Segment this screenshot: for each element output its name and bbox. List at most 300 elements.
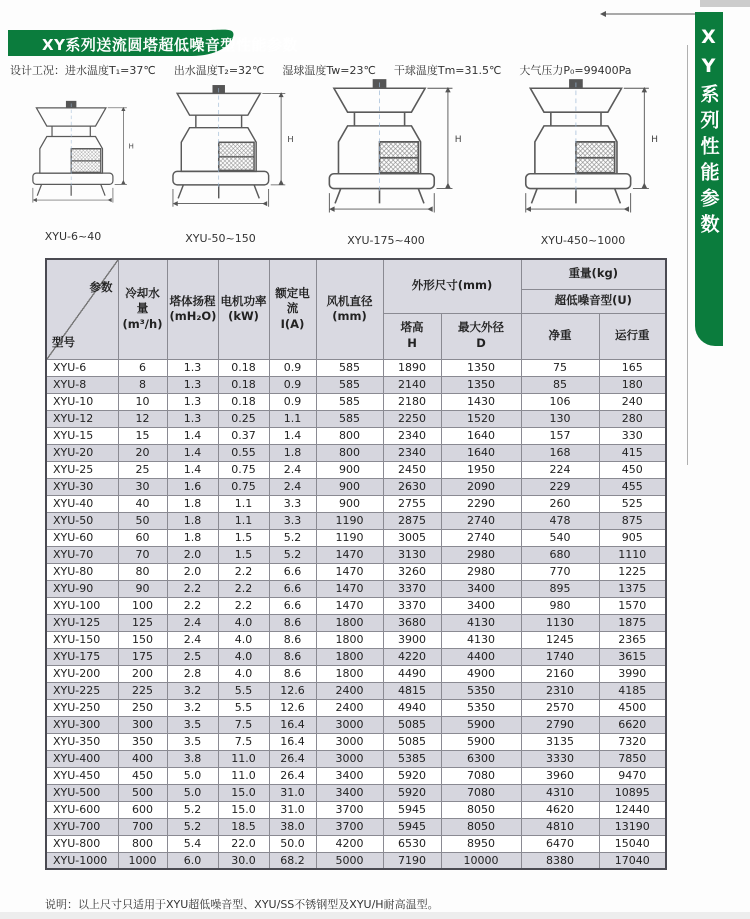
cell-value: 6620	[599, 716, 666, 733]
cell-value: 1430	[441, 393, 521, 410]
cell-value: 2630	[383, 478, 441, 495]
cell-value: 16.4	[269, 716, 316, 733]
cell-value: 5900	[441, 733, 521, 750]
table-row	[46, 393, 666, 410]
tower-drawing-large	[302, 78, 470, 247]
cell-value: 280	[599, 410, 666, 427]
cell-value: 1800	[316, 665, 383, 682]
cell-value: 85	[521, 376, 599, 393]
cell-model: XYU-15	[46, 427, 118, 444]
cell-value: 1130	[521, 614, 599, 631]
cell-value: 3330	[521, 750, 599, 767]
cell-value: 80	[118, 563, 167, 580]
cell-value: 585	[316, 359, 383, 376]
cell-value: 26.4	[269, 767, 316, 784]
cell-value: 980	[521, 597, 599, 614]
footnote: 说明：以上尺寸只适用于XYU超低噪音型、XYU/SS不锈钢型及XYU/H耐高温型。	[45, 898, 439, 911]
cell-value: 7.5	[218, 716, 269, 733]
cell-value: 26.4	[269, 750, 316, 767]
cell-model: XYU-25	[46, 461, 118, 478]
cell-value: 525	[599, 495, 666, 512]
cell-value: 2090	[441, 478, 521, 495]
cell-value: 2400	[316, 682, 383, 699]
side-banner	[695, 12, 723, 346]
cell-model: XYU-90	[46, 580, 118, 597]
cell-value: 8.6	[269, 648, 316, 665]
cell-value: 1.1	[269, 410, 316, 427]
cell-value: 2450	[383, 461, 441, 478]
cell-value: 31.0	[269, 801, 316, 818]
cell-value: 1640	[441, 444, 521, 461]
cell-value: 1110	[599, 546, 666, 563]
cell-value: 1.1	[218, 512, 269, 529]
tower-range-label: XYU-450~1000	[540, 234, 626, 247]
cell-value: 250	[118, 699, 167, 716]
cell-value: 0.18	[218, 376, 269, 393]
cell-value: 2755	[383, 495, 441, 512]
cell-value: 1.3	[167, 410, 218, 427]
cell-value: 4620	[521, 801, 599, 818]
condition-inlet-temp: 设计工况：进水温度T₁=37℃	[10, 64, 156, 77]
cell-value: 3400	[441, 597, 521, 614]
table-row	[46, 427, 666, 444]
cell-value: 2.2	[167, 597, 218, 614]
tower-drawing-small	[12, 100, 134, 243]
cell-value: 1470	[316, 546, 383, 563]
cell-value: 2.4	[167, 614, 218, 631]
cell-value: 455	[599, 478, 666, 495]
cell-value: 3990	[599, 665, 666, 682]
cell-value: 2740	[441, 512, 521, 529]
cell-value: 1225	[599, 563, 666, 580]
cell-value: 225	[118, 682, 167, 699]
cell-value: 2310	[521, 682, 599, 699]
cell-value: 4490	[383, 665, 441, 682]
cell-value: 31.0	[269, 784, 316, 801]
cell-value: 7190	[383, 852, 441, 869]
cell-value: 260	[521, 495, 599, 512]
cell-value: 3005	[383, 529, 441, 546]
cell-value: 1.4	[167, 427, 218, 444]
cell-value: 4130	[441, 631, 521, 648]
cell-value: 0.9	[269, 376, 316, 393]
cell-value: 585	[316, 410, 383, 427]
col-header-weight-sub: 超低噪音型(U)	[521, 289, 666, 313]
cell-value: 2.8	[167, 665, 218, 682]
cell-value: 4.0	[218, 614, 269, 631]
cell-value: 1.8	[167, 529, 218, 546]
cell-value: 4500	[599, 699, 666, 716]
table-row	[46, 597, 666, 614]
cell-value: 0.37	[218, 427, 269, 444]
cell-value: 0.75	[218, 461, 269, 478]
cell-value: 0.75	[218, 478, 269, 495]
cell-value: 22.0	[218, 835, 269, 852]
cell-value: 60	[118, 529, 167, 546]
cell-model: XYU-40	[46, 495, 118, 512]
table-row	[46, 699, 666, 716]
cell-value: 4220	[383, 648, 441, 665]
cell-value: 1.3	[167, 359, 218, 376]
cell-value: 8050	[441, 818, 521, 835]
cell-value: 8950	[441, 835, 521, 852]
col-header-fan-diameter: 风机直径 (mm)	[316, 259, 383, 359]
cell-value: 1.4	[167, 461, 218, 478]
cell-value: 6.6	[269, 597, 316, 614]
cell-value: 5920	[383, 767, 441, 784]
cell-value: 1740	[521, 648, 599, 665]
cell-value: 3370	[383, 580, 441, 597]
cell-value: 2250	[383, 410, 441, 427]
cell-value: 1.4	[269, 427, 316, 444]
cell-value: 1.3	[167, 393, 218, 410]
cell-value: 680	[521, 546, 599, 563]
cell-value: 165	[599, 359, 666, 376]
col-header-weight: 重量(kg)	[521, 259, 666, 289]
table-row	[46, 682, 666, 699]
cell-value: 0.9	[269, 393, 316, 410]
cell-model: XYU-800	[46, 835, 118, 852]
cell-value: 5945	[383, 801, 441, 818]
col-header-head: 塔体扬程 (mH₂O)	[167, 259, 218, 359]
cell-value: 4940	[383, 699, 441, 716]
cell-value: 2180	[383, 393, 441, 410]
cell-value: 4815	[383, 682, 441, 699]
cell-value: 11.0	[218, 767, 269, 784]
cell-value: 10000	[441, 852, 521, 869]
col-header-operating-weight: 运行重	[599, 313, 666, 359]
cell-value: 5.0	[167, 784, 218, 801]
side-banner-title: XY系列性能参数	[697, 26, 720, 240]
cell-value: 12.6	[269, 682, 316, 699]
table-row	[46, 835, 666, 852]
cell-value: 2980	[441, 563, 521, 580]
cell-model: XYU-60	[46, 529, 118, 546]
cell-value: 11.0	[218, 750, 269, 767]
cell-value: 1.5	[218, 546, 269, 563]
corner-header-cell	[46, 259, 118, 359]
cell-value: 1520	[441, 410, 521, 427]
cell-model: XYU-600	[46, 801, 118, 818]
cell-value: 2140	[383, 376, 441, 393]
cell-value: 1800	[316, 648, 383, 665]
corner-tab	[700, 0, 750, 7]
cell-model: XYU-30	[46, 478, 118, 495]
cell-value: 8.6	[269, 614, 316, 631]
cell-value: 4.0	[218, 648, 269, 665]
cell-value: 50.0	[269, 835, 316, 852]
cell-value: 1640	[441, 427, 521, 444]
cell-value: 700	[118, 818, 167, 835]
cell-value: 2570	[521, 699, 599, 716]
cell-model: XYU-225	[46, 682, 118, 699]
cell-value: 1350	[441, 376, 521, 393]
cell-value: 15	[118, 427, 167, 444]
table-row	[46, 716, 666, 733]
cell-value: 4200	[316, 835, 383, 852]
cell-value: 4310	[521, 784, 599, 801]
cell-value: 168	[521, 444, 599, 461]
tower-drawing-xlarge	[487, 78, 679, 247]
cell-value: 3400	[441, 580, 521, 597]
cell-value: 2875	[383, 512, 441, 529]
cell-value: 540	[521, 529, 599, 546]
cell-value: 7850	[599, 750, 666, 767]
cell-value: 4900	[441, 665, 521, 682]
cell-model: XYU-50	[46, 512, 118, 529]
cell-value: 2.4	[167, 631, 218, 648]
cell-value: 18.5	[218, 818, 269, 835]
tower-range-label: XYU-50~150	[185, 232, 256, 245]
cell-value: 330	[599, 427, 666, 444]
cell-value: 1950	[441, 461, 521, 478]
cell-value: 1.4	[167, 444, 218, 461]
cell-value: 900	[316, 478, 383, 495]
cell-value: 5.4	[167, 835, 218, 852]
cell-value: 6.6	[269, 563, 316, 580]
cell-value: 6470	[521, 835, 599, 852]
table-row	[46, 546, 666, 563]
cell-value: 1470	[316, 580, 383, 597]
cell-value: 450	[599, 461, 666, 478]
cell-value: 10	[118, 393, 167, 410]
cell-value: 1.5	[218, 529, 269, 546]
table-row	[46, 665, 666, 682]
cell-value: 4130	[441, 614, 521, 631]
cell-value: 0.18	[218, 359, 269, 376]
table-row	[46, 376, 666, 393]
cell-value: 1.1	[218, 495, 269, 512]
spec-table	[45, 258, 667, 870]
cell-value: 20	[118, 444, 167, 461]
cell-value: 157	[521, 427, 599, 444]
cell-value: 2.5	[167, 648, 218, 665]
cell-value: 1350	[441, 359, 521, 376]
cell-value: 15.0	[218, 801, 269, 818]
cell-value: 2365	[599, 631, 666, 648]
cell-value: 3960	[521, 767, 599, 784]
cell-value: 0.55	[218, 444, 269, 461]
cell-model: XYU-6	[46, 359, 118, 376]
table-row	[46, 478, 666, 495]
cell-value: 400	[118, 750, 167, 767]
col-header-tower-height: 塔高 H	[383, 313, 441, 359]
cell-value: 16.4	[269, 733, 316, 750]
cell-value: 3000	[316, 733, 383, 750]
table-row	[46, 410, 666, 427]
cell-value: 6	[118, 359, 167, 376]
cell-value: 3.8	[167, 750, 218, 767]
cell-value: 8050	[441, 801, 521, 818]
cell-value: 3.2	[167, 682, 218, 699]
cell-value: 5085	[383, 733, 441, 750]
cell-value: 900	[316, 495, 383, 512]
cell-value: 13190	[599, 818, 666, 835]
cell-value: 5.5	[218, 682, 269, 699]
scan-edge-strip	[0, 912, 750, 919]
cell-value: 125	[118, 614, 167, 631]
cell-value: 10895	[599, 784, 666, 801]
cell-value: 12440	[599, 801, 666, 818]
cell-value: 478	[521, 512, 599, 529]
cell-value: 8.6	[269, 631, 316, 648]
table-row	[46, 495, 666, 512]
cell-value: 3.3	[269, 512, 316, 529]
cell-value: 600	[118, 801, 167, 818]
cell-value: 3680	[383, 614, 441, 631]
col-header-rated-current: 额定电流 I(A)	[269, 259, 316, 359]
cell-value: 1.8	[269, 444, 316, 461]
cell-value: 5.2	[167, 801, 218, 818]
cell-value: 300	[118, 716, 167, 733]
cell-model: XYU-175	[46, 648, 118, 665]
cell-value: 150	[118, 631, 167, 648]
cell-value: 75	[521, 359, 599, 376]
cell-value: 2980	[441, 546, 521, 563]
cell-value: 2.0	[167, 546, 218, 563]
cell-value: 3370	[383, 597, 441, 614]
cell-value: 1890	[383, 359, 441, 376]
cell-value: 1.3	[167, 376, 218, 393]
cell-model: XYU-80	[46, 563, 118, 580]
cell-value: 15.0	[218, 784, 269, 801]
cell-value: 2290	[441, 495, 521, 512]
cell-value: 585	[316, 393, 383, 410]
cell-model: XYU-300	[46, 716, 118, 733]
cell-value: 7080	[441, 784, 521, 801]
cell-value: 224	[521, 461, 599, 478]
table-row	[46, 801, 666, 818]
cell-value: 3130	[383, 546, 441, 563]
col-header-cooling-flow: 冷却水量 (m³/h)	[118, 259, 167, 359]
cell-value: 5920	[383, 784, 441, 801]
table-row	[46, 512, 666, 529]
cell-value: 2400	[316, 699, 383, 716]
cell-value: 175	[118, 648, 167, 665]
cell-value: 2.2	[167, 580, 218, 597]
cell-value: 2.2	[218, 563, 269, 580]
cell-value: 5350	[441, 682, 521, 699]
cell-model: XYU-70	[46, 546, 118, 563]
cell-value: 6300	[441, 750, 521, 767]
cell-value: 6530	[383, 835, 441, 852]
cell-value: 106	[521, 393, 599, 410]
cell-value: 415	[599, 444, 666, 461]
cell-model: XYU-700	[46, 818, 118, 835]
cell-value: 5000	[316, 852, 383, 869]
cell-value: 2160	[521, 665, 599, 682]
table-body	[46, 359, 666, 869]
cell-value: 3615	[599, 648, 666, 665]
cell-model: XYU-450	[46, 767, 118, 784]
table-row	[46, 767, 666, 784]
cell-value: 2340	[383, 444, 441, 461]
cell-value: 2740	[441, 529, 521, 546]
cell-value: 500	[118, 784, 167, 801]
cell-value: 180	[599, 376, 666, 393]
cell-value: 5900	[441, 716, 521, 733]
cell-model: XYU-500	[46, 784, 118, 801]
cell-value: 770	[521, 563, 599, 580]
cell-model: XYU-150	[46, 631, 118, 648]
cell-value: 450	[118, 767, 167, 784]
cell-value: 1.8	[167, 495, 218, 512]
table-row	[46, 852, 666, 869]
cell-value: 17040	[599, 852, 666, 869]
dimension-arrow-line	[600, 8, 696, 20]
cell-value: 5.2	[167, 818, 218, 835]
table-row	[46, 580, 666, 597]
cell-value: 3.3	[269, 495, 316, 512]
table-row	[46, 359, 666, 376]
cell-model: XYU-12	[46, 410, 118, 427]
table-row	[46, 444, 666, 461]
cell-value: 350	[118, 733, 167, 750]
cell-model: XYU-200	[46, 665, 118, 682]
tower-drawing-medium	[148, 84, 293, 245]
table-row	[46, 461, 666, 478]
cell-value: 90	[118, 580, 167, 597]
cell-value: 1190	[316, 512, 383, 529]
cell-value: 4400	[441, 648, 521, 665]
cell-value: 5945	[383, 818, 441, 835]
cell-value: 2.4	[269, 461, 316, 478]
cell-value: 1000	[118, 852, 167, 869]
cell-value: 3000	[316, 750, 383, 767]
cell-value: 0.18	[218, 393, 269, 410]
cell-value: 3.2	[167, 699, 218, 716]
col-header-max-diameter: 最大外径 D	[441, 313, 521, 359]
cell-value: 2.2	[218, 580, 269, 597]
cell-value: 800	[316, 427, 383, 444]
cell-value: 800	[118, 835, 167, 852]
cell-value: 4.0	[218, 665, 269, 682]
cell-value: 6.6	[269, 580, 316, 597]
cell-value: 4185	[599, 682, 666, 699]
cell-value: 875	[599, 512, 666, 529]
cell-value: 905	[599, 529, 666, 546]
table-row	[46, 818, 666, 835]
page-edge-rule	[687, 45, 688, 465]
cell-model: XYU-10	[46, 393, 118, 410]
cell-value: 38.0	[269, 818, 316, 835]
cell-value: 5385	[383, 750, 441, 767]
cell-value: 8.6	[269, 665, 316, 682]
cell-value: 3135	[521, 733, 599, 750]
cell-value: 2790	[521, 716, 599, 733]
cell-value: 2.2	[218, 597, 269, 614]
model-label: 型号	[52, 334, 75, 349]
cell-value: 0.9	[269, 359, 316, 376]
cell-value: 3000	[316, 716, 383, 733]
table-row	[46, 750, 666, 767]
cell-value: 1800	[316, 631, 383, 648]
cell-value: 3700	[316, 801, 383, 818]
cell-value: 9470	[599, 767, 666, 784]
cell-value: 5.2	[269, 529, 316, 546]
cell-value: 200	[118, 665, 167, 682]
cell-value: 3.5	[167, 716, 218, 733]
cell-value: 1.6	[167, 478, 218, 495]
cell-value: 100	[118, 597, 167, 614]
condition-drybulb-temp: 干球温度Tm=31.5℃	[393, 64, 502, 77]
cell-value: 3260	[383, 563, 441, 580]
cell-model: XYU-1000	[46, 852, 118, 869]
cell-value: 30.0	[218, 852, 269, 869]
cell-value: 4810	[521, 818, 599, 835]
cell-value: 585	[316, 376, 383, 393]
cell-model: XYU-125	[46, 614, 118, 631]
